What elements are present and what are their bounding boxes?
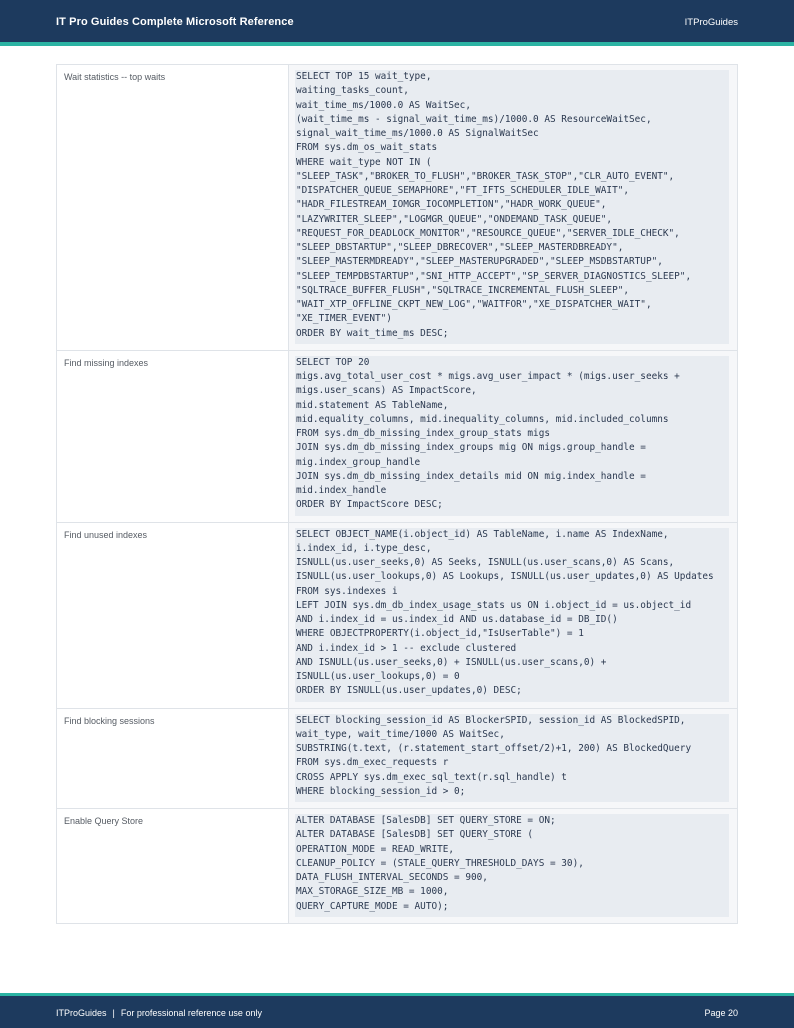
table-row [57,65,737,350]
code-block: SELECT TOP 15 wait_type, waiting_tasks_count, wait_time_ms/1000.0 AS WaitSec, (wait_time_ms - signal_wait_time_ms)/1000.0 AS ResourceWaitSec, signal_wait_time_ms/1000.0 AS SignalWaitSec FROM sys.dm_os_wait_stats WHERE wait_type NOT IN ( "SLEEP_TASK","BROKER_TO_FLUSH","BROKER_TASK_STOP","CLR_AUTO_EVENT", "DISPATCHER_QUEUE_SEMAPHORE","FT_IFTS_SCHEDULER_IDLE_WAIT", "HADR_FILESTREAM_IOMGR_IOCOMPLETION","HADR_WORK_QUEUE", "LAZYWRITER_SLEEP","LOGMGR_QUEUE","ONDEMAND_TASK_QUEUE", "REQUEST_FOR_DEADLOCK_MONITOR","RESOURCE_QUEUE","SERVER_IDLE_CHECK", "SLEEP_DBSTARTUP","SLEEP_DBRECOVER","SLEEP_MASTERDBREADY", "SLEEP_MASTERMDREADY","SLEEP_MASTERUPGRADED","SLEEP_MSDBSTARTUP", "SLEEP_TEMPDBSTARTUP","SNI_HTTP_ACCEPT","SP_SERVER_DIAGNOSTICS_SLEEP", "SQLTRACE_BUFFER_FLUSH","SQLTRACE_INCREMENTAL_FLUSH_SLEEP", "WAIT_XTP_OFFLINE_CKPT_NEW_LOG","WAITFOR","XE_DISPATCHER_WAIT", "XE_TIMER_EVENT") ORDER BY wait_time_ms DESC; [295,70,729,344]
table-row [57,522,737,708]
code-cell [289,809,737,923]
row-label: Find missing indexes [57,351,289,522]
footer-brand: ITProGuides [56,1008,107,1018]
document-title: IT Pro Guides Complete Microsoft Reference [56,16,294,28]
header-brand: ITProGuides [684,17,738,28]
table-row [57,808,737,923]
code-cell [289,709,737,809]
code-cell [289,65,737,350]
table-row [57,708,737,809]
footer-note: For professional reference use only [120,1008,262,1018]
page-header [0,0,794,46]
row-label: Wait statistics -- top waits [57,65,289,350]
code-block: SELECT blocking_session_id AS BlockerSPID, session_id AS BlockedSPID, wait_type, wait_time/1000 AS WaitSec, SUBSTRING(t.text, (r.statement_start_offset/2)+1, 200) AS BlockedQuery FROM sys.dm_exec_requests r CROSS APPLY sys.dm_exec_sql_text(r.sql_handle) t WHERE blocking_session_id > 0; [295,714,729,803]
code-block: ALTER DATABASE [SalesDB] SET QUERY_STORE = ON; ALTER DATABASE [SalesDB] SET QUERY_STORE ( OPERATION_MODE = READ_WRITE, CLEANUP_POLICY = (STALE_QUERY_THRESHOLD_DAYS = 30), DATA_FLUSH_INTERVAL_SECONDS = 900, MAX_STORAGE_SIZE_MB = 1000, QUERY_CAPTURE_MODE = AUTO); [295,814,729,917]
code-cell [289,523,737,708]
reference-table [56,64,738,924]
page-footer [0,993,794,1028]
row-label: Enable Query Store [57,809,289,923]
code-cell [289,351,737,522]
code-block: SELECT OBJECT_NAME(i.object_id) AS TableName, i.name AS IndexName, i.index_id, i.type_desc, ISNULL(us.user_seeks,0) AS Seeks, ISNULL(us.user_scans,0) AS Scans, ISNULL(us.user_lookups,0) AS Lookups, ISNULL(us.user_updates,0) AS Updates FROM sys.indexes i LEFT JOIN sys.dm_db_index_usage_stats us ON i.object_id = us.object_id AND i.index_id = us.index_id AND us.database_id = DB_ID() WHERE OBJECTPROPERTY(i.object_id,"IsUserTable") = 1 AND i.index_id > 1 -- exclude clustered AND ISNULL(us.user_seeks,0) + ISNULL(us.user_scans,0) + ISNULL(us.user_lookups,0) = 0 ORDER BY ISNULL(us.user_updates,0) DESC; [295,528,729,702]
footer-separator: | [112,1008,115,1018]
row-label: Find unused indexes [57,523,289,708]
code-block: SELECT TOP 20 migs.avg_total_user_cost * migs.avg_user_impact * (migs.user_seeks + migs.user_scans) AS ImpactScore, mid.statement AS TableName, mid.equality_columns, mid.inequality_columns, mid.included_columns FROM sys.dm_db_missing_index_group_stats migs JOIN sys.dm_db_missing_index_groups mig ON migs.group_handle = mig.index_group_handle JOIN sys.dm_db_missing_index_details mid ON mig.index_handle = mid.index_handle ORDER BY ImpactScore DESC; [295,356,729,516]
page-number: Page 20 [704,1008,738,1018]
footer-left [56,1008,262,1018]
row-label: Find blocking sessions [57,709,289,809]
table-row [57,350,737,522]
